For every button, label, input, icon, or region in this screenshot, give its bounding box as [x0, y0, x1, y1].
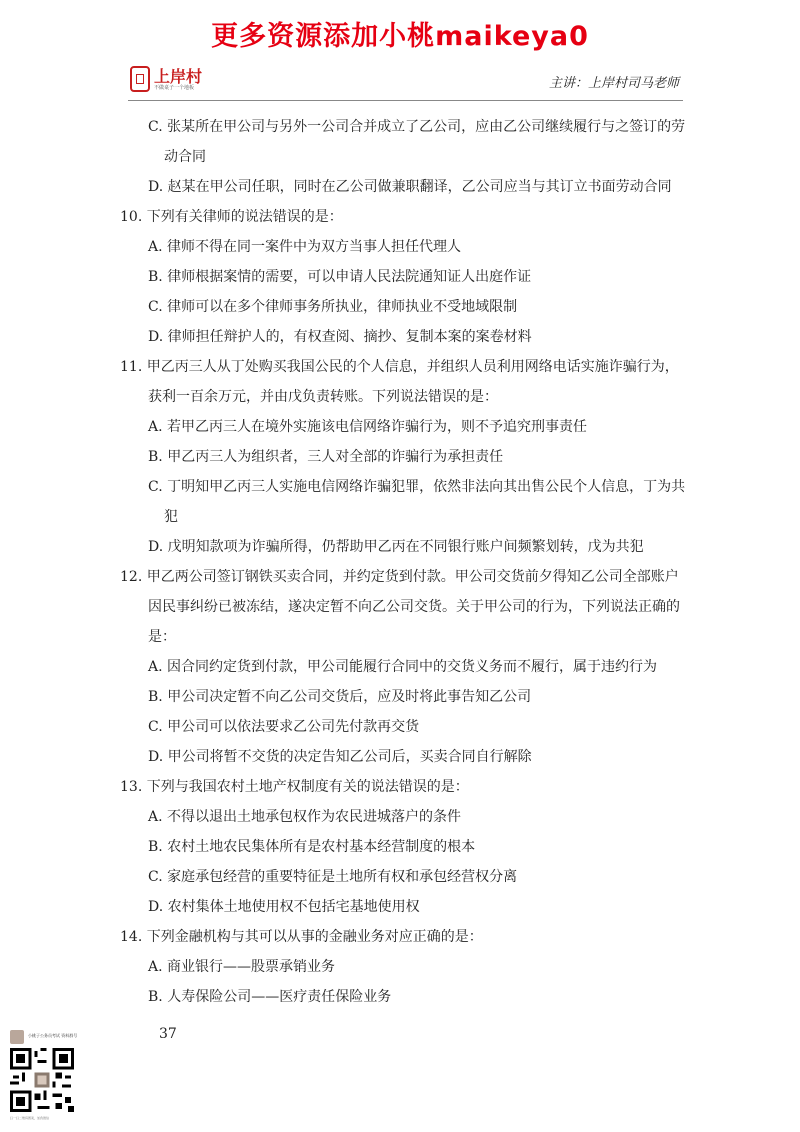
avatar: [10, 1030, 24, 1044]
question-stem: 10. 下列有关律师的说法错误的是：: [120, 209, 343, 225]
page-header: [128, 66, 683, 101]
option-line: 获利一百余万元，并由戊负责转账。下列说法错误的是：: [148, 389, 498, 405]
option-line: D. 律师担任辩护人的，有权查阅、摘抄、复制本案的案卷材料: [148, 329, 532, 345]
option-line: 是：: [148, 629, 176, 645]
option-line: C. 律师可以在多个律师事务所执业，律师执业不受地域限制: [148, 299, 518, 315]
brand-logo: [130, 66, 240, 96]
option-line: A. 商业银行——股票承销业务: [148, 959, 336, 975]
option-line: B. 农村土地农民集体所有是农村基本经营制度的根本: [148, 839, 476, 855]
logo-seal-icon: [130, 66, 150, 92]
option-continuation: 动合同: [164, 149, 206, 165]
qr-caption: 扫一扫二维码图案，加我微信: [10, 1116, 50, 1120]
option-line: B. 律师根据案情的需要，可以申请人民法院通知证人出庭作证: [148, 269, 532, 285]
question-stem: 14. 下列金融机构与其可以从事的金融业务对应正确的是：: [120, 929, 483, 945]
logo-slogan: 不做桌子一个地板: [154, 85, 195, 91]
option-line: A. 不得以退出土地承包权作为农民进城落户的条件: [148, 809, 462, 825]
question-stem: 12. 甲乙两公司签订钢铁买卖合同，并约定货到付款。甲公司交货前夕得知乙公司全部账户: [120, 569, 679, 585]
option-line: B. 甲公司决定暂不向乙公司交货后，应及时将此事告知乙公司: [148, 689, 532, 705]
question-stem: 11. 甲乙丙三人从丁处购买我国公民的个人信息，并组织人员利用网络电话实施诈骗行为，: [120, 359, 679, 375]
wechat-text: 小桃子公务员考试 资料群号: [28, 1033, 78, 1038]
option-line: A. 律师不得在同一案件中为双方当事人担任代理人: [148, 239, 462, 255]
option-line: C. 家庭承包经营的重要特征是土地所有权和承包经营权分离: [148, 869, 518, 885]
wechat-footer: [10, 1030, 100, 1122]
option-line: D. 甲公司将暂不交货的决定告知乙公司后，买卖合同自行解除: [148, 749, 532, 765]
page-number: 37: [159, 1026, 177, 1042]
option-line: B. 甲乙丙三人为组织者，三人对全部的诈骗行为承担责任: [148, 449, 504, 465]
qr-code-icon[interactable]: [10, 1048, 74, 1112]
logo-text: 上岸村: [154, 67, 203, 86]
option-line: A. 若甲乙丙三人在境外实施该电信网络诈骗行为，则不予追究刑事责任: [148, 419, 588, 435]
option-line: D. 赵某在甲公司任职，同时在乙公司做兼职翻译，乙公司应当与其订立书面劳动合同: [148, 179, 672, 195]
question-content: [120, 112, 686, 1012]
option-line: D. 戊明知款项为诈骗所得，仍帮助甲乙丙在不同银行账户间频繁划转，戊为共犯: [148, 539, 644, 555]
option-continuation: 犯: [164, 509, 178, 525]
option-line: A. 因合同约定货到付款，甲公司能履行合同中的交货义务而不履行，属于违约行为: [148, 659, 658, 675]
promo-banner: 更多资源添加小桃maikeya0: [211, 21, 589, 52]
option-line: B. 人寿保险公司——医疗责任保险业务: [148, 989, 392, 1005]
option-line: C. 丁明知甲乙丙三人实施电信网络诈骗犯罪，依然非法向其出售公民个人信息，丁为共: [148, 479, 686, 495]
option-line: 因民事纠纷已被冻结，遂决定暂不向乙公司交货。关于甲公司的行为，下列说法正确的: [148, 599, 680, 615]
option-line: C. 甲公司可以依法要求乙公司先付款再交货: [148, 719, 420, 735]
option-line: D. 农村集体土地使用权不包括宅基地使用权: [148, 899, 420, 915]
lecturer-label: 主讲：上岸村司马老师: [548, 76, 679, 91]
question-stem: 13. 下列与我国农村土地产权制度有关的说法错误的是：: [120, 779, 469, 795]
option-line: C. 张某所在甲公司与另外一公司合并成立了乙公司，应由乙公司继续履行与之签订的劳: [148, 119, 686, 135]
